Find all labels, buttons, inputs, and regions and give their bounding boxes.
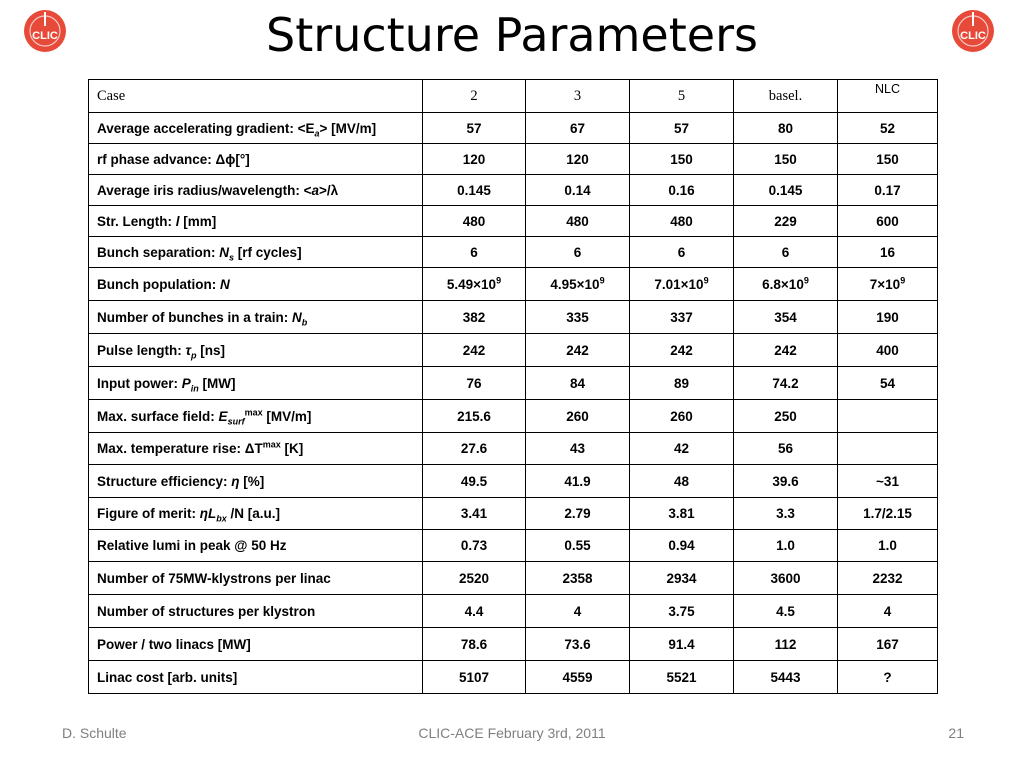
value-cell: [423, 268, 526, 301]
value-cell: ?: [838, 661, 938, 694]
label-post: [MW]: [198, 375, 236, 391]
value-cell: 1.0: [734, 530, 838, 562]
table-row: [89, 301, 938, 334]
value-cell: 6: [526, 237, 630, 268]
value-exponent: 9: [703, 275, 709, 285]
label-pre: Bunch population:: [97, 276, 220, 292]
row-label: [89, 334, 423, 367]
value-cell: 242: [423, 334, 526, 367]
label-pre: Average iris radius/wavelength: <: [97, 182, 312, 198]
value-cell: 150: [838, 144, 938, 175]
value-base: 7.01×10: [654, 276, 704, 292]
value-cell: 0.145: [734, 175, 838, 206]
value-base: 5.49×10: [446, 276, 497, 292]
value-cell: 52: [838, 113, 938, 144]
value-exponent: 9: [599, 275, 605, 285]
value-cell: 5107: [423, 661, 526, 694]
value-cell: 57: [423, 113, 526, 144]
value-cell: 39.6: [734, 465, 838, 498]
label-pre: Max. temperature rise: ΔT: [97, 441, 263, 456]
table-row: [89, 498, 938, 530]
value-cell: 2520: [423, 562, 526, 595]
value-cell: 4.5: [734, 595, 838, 628]
value-cell: 6: [734, 237, 838, 268]
value-cell: 16: [838, 237, 938, 268]
label-em: E: [218, 408, 228, 424]
value-cell: 2358: [526, 562, 630, 595]
value-cell: 78.6: [423, 628, 526, 661]
value-base: 7×10: [869, 276, 901, 292]
value-cell: 0.94: [630, 530, 734, 562]
label-sub: b: [301, 317, 308, 328]
footer-event: CLIC-ACE February 3rd, 2011: [418, 725, 606, 741]
value-cell: ~31: [838, 465, 938, 498]
label-em: N: [219, 276, 230, 292]
value-cell: 49.5: [423, 465, 526, 498]
value-cell: [838, 268, 938, 301]
value-cell: 2.79: [526, 498, 630, 530]
label-pre: Pulse length:: [97, 342, 186, 358]
table-row: [89, 530, 938, 562]
table-row: [89, 175, 938, 206]
parameters-table: [88, 79, 938, 694]
value-base: 4.95×10: [550, 276, 600, 292]
table-row: [89, 237, 938, 268]
value-cell: 0.55: [526, 530, 630, 562]
value-cell: 480: [423, 206, 526, 237]
label-post: [rf cycles]: [234, 244, 302, 260]
row-label: [89, 301, 423, 334]
value-exponent: 9: [496, 275, 502, 285]
value-cell: 354: [734, 301, 838, 334]
value-cell: 3.81: [630, 498, 734, 530]
table-row: [89, 595, 938, 628]
value-cell: 3.3: [734, 498, 838, 530]
value-cell: 337: [630, 301, 734, 334]
table-row: [89, 268, 938, 301]
value-cell: 41.9: [526, 465, 630, 498]
value-cell: 382: [423, 301, 526, 334]
row-label: [89, 661, 423, 694]
value-cell: [526, 268, 630, 301]
value-cell: 0.16: [630, 175, 734, 206]
value-cell: 2232: [838, 562, 938, 595]
table-row: [89, 465, 938, 498]
svg-text:CLIC: CLIC: [960, 30, 986, 42]
svg-text:CLIC: CLIC: [32, 30, 58, 42]
row-label: [89, 433, 423, 465]
label-em: a: [311, 182, 319, 198]
row-label: [89, 628, 423, 661]
label-sup: max: [244, 407, 263, 417]
value-cell: 6: [423, 237, 526, 268]
value-cell: 1.7/2.15: [838, 498, 938, 530]
value-cell: 2934: [630, 562, 734, 595]
value-cell: 3.75: [630, 595, 734, 628]
value-cell: 67: [526, 113, 630, 144]
value-cell: 150: [734, 144, 838, 175]
value-cell: 335: [526, 301, 630, 334]
value-exponent: 9: [900, 275, 906, 285]
label-em: P: [181, 375, 191, 391]
table-row: [89, 400, 938, 433]
value-cell: 54: [838, 367, 938, 400]
row-label: [89, 367, 423, 400]
value-cell: 1.0: [838, 530, 938, 562]
label-post: [%]: [239, 473, 265, 489]
row-label: [89, 530, 423, 562]
value-cell: 5521: [630, 661, 734, 694]
row-label: [89, 498, 423, 530]
value-cell: 4: [838, 595, 938, 628]
table-row: [89, 367, 938, 400]
header-col: NLC: [838, 80, 938, 113]
value-cell: 4559: [526, 661, 630, 694]
value-cell: 3600: [734, 562, 838, 595]
label-pre: Max. surface field:: [97, 408, 219, 424]
value-cell: 56: [734, 433, 838, 465]
value-cell: 76: [423, 367, 526, 400]
value-cell: 0.17: [838, 175, 938, 206]
label-post: [MV/m]: [262, 408, 312, 424]
row-label: [89, 465, 423, 498]
value-cell: 42: [630, 433, 734, 465]
label-em: τ: [185, 342, 192, 358]
value-cell: 260: [630, 400, 734, 433]
value-cell: [630, 268, 734, 301]
table-row: [89, 113, 938, 144]
label-pre: Structure efficiency:: [97, 473, 232, 489]
value-cell: 0.73: [423, 530, 526, 562]
value-cell: 80: [734, 113, 838, 144]
value-cell: 3.41: [423, 498, 526, 530]
label-pre: rf phase advance: Δϕ[°]: [97, 151, 250, 167]
row-label: [89, 400, 423, 433]
label-post: [K]: [280, 441, 304, 456]
label-sub: in: [190, 383, 199, 394]
slide-title: Structure Parameters: [266, 8, 758, 62]
row-label: [89, 237, 423, 268]
value-cell: 57: [630, 113, 734, 144]
footer-author: D. Schulte: [62, 725, 127, 741]
label-post: [mm]: [179, 213, 217, 229]
table-row: [89, 628, 938, 661]
label-pre: Average accelerating gradient: <E: [97, 120, 315, 136]
value-cell: 84: [526, 367, 630, 400]
label-em: l: [175, 213, 180, 229]
value-cell: 0.14: [526, 175, 630, 206]
table-row: [89, 562, 938, 595]
value-cell: 400: [838, 334, 938, 367]
value-cell: 242: [526, 334, 630, 367]
value-cell: 242: [734, 334, 838, 367]
value-cell: 0.145: [423, 175, 526, 206]
header-col: 2: [423, 80, 526, 113]
label-pre: Linac cost [arb. units]: [97, 669, 238, 685]
label-sub: bx: [216, 513, 227, 524]
value-cell: 242: [630, 334, 734, 367]
label-pre: Str. Length:: [97, 213, 176, 229]
label-post: > [MV/m]: [319, 120, 377, 136]
value-cell: [838, 433, 938, 465]
row-label: [89, 175, 423, 206]
label-sub: p: [191, 350, 197, 361]
value-cell: 43: [526, 433, 630, 465]
value-cell: 4: [526, 595, 630, 628]
table-header-row: [89, 80, 938, 113]
header-case: Case: [89, 80, 423, 113]
label-sub: surf: [227, 416, 245, 427]
value-cell: 480: [630, 206, 734, 237]
row-label: [89, 595, 423, 628]
header-col: basel.: [734, 80, 838, 113]
value-cell: 89: [630, 367, 734, 400]
row-label: [89, 144, 423, 175]
label-em: N: [292, 309, 302, 325]
value-cell: 112: [734, 628, 838, 661]
table-row: [89, 433, 938, 465]
label-em: N: [219, 244, 230, 260]
label-pre: Number of bunches in a train:: [97, 309, 293, 325]
label-post: /N [a.u.]: [226, 506, 281, 521]
value-base: 6.8×10: [762, 276, 804, 292]
value-cell: 5443: [734, 661, 838, 694]
table-row: [89, 334, 938, 367]
value-cell: 229: [734, 206, 838, 237]
row-label: [89, 206, 423, 237]
label-post: [ns]: [196, 342, 226, 358]
value-cell: 250: [734, 400, 838, 433]
value-cell: 91.4: [630, 628, 734, 661]
label-pre: Number of 75MW-klystrons per linac: [97, 570, 331, 586]
value-cell: 215.6: [423, 400, 526, 433]
value-cell: 74.2: [734, 367, 838, 400]
value-cell: 4.4: [423, 595, 526, 628]
label-sup: max: [262, 439, 281, 450]
value-cell: 167: [838, 628, 938, 661]
value-cell: [734, 268, 838, 301]
footer-page-number: 21: [948, 725, 964, 741]
value-cell: 480: [526, 206, 630, 237]
value-cell: [838, 400, 938, 433]
value-cell: 48: [630, 465, 734, 498]
header-col: 3: [526, 80, 630, 113]
value-cell: 190: [838, 301, 938, 334]
label-pre: Number of structures per klystron: [97, 603, 316, 619]
value-cell: 600: [838, 206, 938, 237]
value-cell: 150: [630, 144, 734, 175]
label-pre: Figure of merit:: [97, 506, 200, 521]
label-sub: s: [229, 252, 235, 263]
value-exponent: 9: [803, 275, 809, 285]
label-sub: a: [314, 128, 320, 139]
label-pre: Input power:: [97, 375, 182, 391]
row-label: [89, 113, 423, 144]
row-label: [89, 562, 423, 595]
table-row: [89, 206, 938, 237]
value-cell: 6: [630, 237, 734, 268]
label-em: ηL: [199, 506, 217, 521]
label-pre: Relative lumi in peak @ 50 Hz: [97, 538, 287, 553]
label-em: η: [231, 473, 240, 489]
value-cell: 73.6: [526, 628, 630, 661]
label-pre: Power / two linacs [MW]: [97, 636, 251, 652]
label-post: >/λ: [318, 182, 339, 198]
table-row: [89, 661, 938, 694]
row-label: [89, 268, 423, 301]
value-cell: 260: [526, 400, 630, 433]
value-cell: 27.6: [423, 433, 526, 465]
value-cell: 120: [423, 144, 526, 175]
header-col: 5: [630, 80, 734, 113]
table-row: [89, 144, 938, 175]
label-pre: Bunch separation:: [97, 244, 220, 260]
value-cell: 120: [526, 144, 630, 175]
